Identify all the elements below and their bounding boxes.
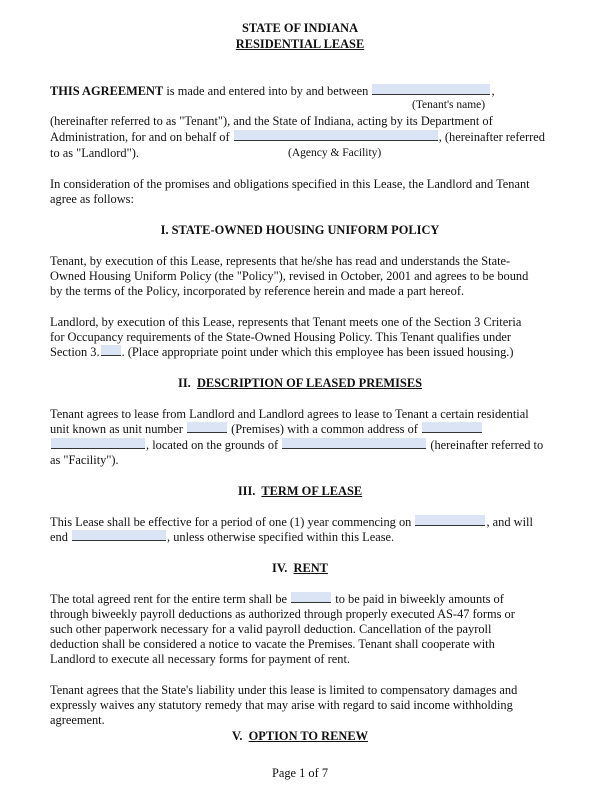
section-2-line-2-start: unit known as unit number — [50, 422, 183, 436]
section-3-line-1-start: This Lease shall be effective for a period of one (1) year commencing on — [50, 515, 412, 529]
section-1-p2-line-1: Landlord, by execution of this Lease, represents that Tenant meets one of the Section 3 Criteria — [50, 315, 522, 329]
total-rent-field[interactable] — [291, 592, 331, 603]
section-4-number: IV. — [272, 561, 288, 575]
page-number: Page 1 of 7 — [271, 766, 329, 780]
section-2-line-3-mid: , located on the grounds of — [146, 438, 279, 452]
section-3-label: Section 3. — [50, 345, 100, 359]
section-4-title: RENT — [293, 561, 328, 575]
section-3-line-2-start: end — [50, 530, 68, 544]
tenant-name-caption: (Tenant's name) — [412, 99, 486, 111]
section-2-line-2-end: (Premises) with a common address of — [231, 422, 418, 436]
document-title: STATE OF INDIANA — [241, 21, 359, 35]
common-address-field-1[interactable] — [422, 422, 482, 433]
section-4-line-1-end: to be paid in biweekly amounts of — [335, 592, 504, 606]
section-5-title: OPTION TO RENEW — [248, 729, 368, 743]
section-3-line-1 — [50, 515, 533, 530]
section-2-number: II. — [178, 376, 191, 390]
intro-line-4-end: , (hereinafter referred — [438, 130, 546, 144]
section-2-line-3 — [50, 438, 543, 453]
section-2-line-1: Tenant agrees to lease from Landlord and Landlord agrees to lease to Tenant a certain residential — [50, 407, 529, 421]
commencement-date-field[interactable] — [415, 515, 485, 526]
section-4-line-4: deduction shall be considered a notice to vacate the Premises. Tenant shall cooperate with — [50, 637, 495, 651]
section-3-line-2-end: , unless otherwise specified within this Lease. — [167, 530, 395, 544]
section-4-p2-line-3: agreement. — [50, 713, 105, 727]
section-2-title: DESCRIPTION OF LEASED PREMISES — [196, 376, 422, 390]
agreement-text: is made and entered into by and between — [163, 84, 369, 98]
section-1-p2-line-3 — [50, 345, 514, 360]
section-4-line-2: through biweekly payroll deductions as authorized through properly executed AS-47 forms or — [50, 607, 515, 621]
section-2-line-3-end: (hereinafter referred to — [430, 438, 544, 452]
section-3-heading — [0, 484, 600, 499]
tenant-name-field[interactable] — [372, 84, 490, 95]
facility-grounds-field[interactable] — [282, 438, 426, 449]
end-date-field[interactable] — [72, 530, 166, 541]
intro-line-5: to as "Landlord"). — [50, 146, 139, 160]
consideration-line-1: In consideration of the promises and obligations specified in this Lease, the Landlord and Tenant — [50, 177, 530, 191]
document-subtitle: RESIDENTIAL LEASE — [235, 37, 365, 51]
section-5-number: V. — [231, 729, 243, 743]
agreement-lead: THIS AGREEMENT — [50, 84, 164, 98]
section-4-line-5: Landlord to execute all necessary forms for payment of rent. — [50, 652, 351, 666]
section-3-number: III. — [237, 484, 256, 498]
section-4-heading — [0, 561, 600, 576]
section-3-line-1-end: , and will — [486, 515, 533, 529]
intro-line-4 — [50, 130, 545, 145]
section-4-line-3: such other paperwork necessary for a valid payroll deduction. Cancellation of the payroll — [50, 622, 492, 636]
section-1-heading-text: I. STATE-OWNED HOUSING UNIFORM POLICY — [160, 223, 440, 237]
section-4-line-1 — [50, 592, 504, 607]
section-2-line-2 — [50, 422, 483, 437]
intro-line-3: (hereinafter referred to as "Tenant"), and the State of Indiana, acting by its Department of — [50, 114, 493, 128]
section-4-p2-line-1: Tenant agrees that the State's liability under this lease is limited to compensatory damages and — [50, 683, 518, 697]
section-2-heading — [0, 376, 600, 391]
section-1-p1-line-1: Tenant, by execution of this Lease, represents that he/she has read and understands the State- — [50, 254, 511, 268]
unit-number-field[interactable] — [187, 422, 227, 433]
section-4-p2-line-2: expressly waives any statutory remedy that may arise with regard to said income withholding — [50, 698, 513, 712]
consideration-line-2: agree as follows: — [50, 192, 134, 206]
section-1-heading — [0, 223, 600, 238]
section-1-p2-line-2: for Occupancy requirements of the State-Owned Housing Policy. This Tenant qualifies under — [50, 330, 512, 344]
section-4-line-1-start: The total agreed rent for the entire term shall be — [50, 592, 288, 606]
agreement-line: THIS AGREEMENT is made and entered into by and between , — [50, 84, 495, 98]
section-5-heading — [0, 729, 600, 744]
agency-facility-field[interactable] — [234, 130, 438, 141]
section-1-p1-line-3: by the terms of the Policy, incorporated by reference herein and made a part hereof. — [50, 284, 465, 298]
common-address-field-2[interactable] — [51, 438, 145, 449]
section-3-point-field[interactable] — [101, 345, 121, 356]
section-3-line-2 — [50, 530, 394, 545]
section-1-p2-line-3-end: . (Place appropriate point under which this employee has been issued housing.) — [121, 345, 514, 359]
intro-line-4-start: Administration, for and on behalf of — [50, 130, 230, 144]
section-3-title: TERM OF LEASE — [261, 484, 363, 498]
section-2-line-4: as "Facility"). — [50, 453, 119, 467]
agency-caption: (Agency & Facility) — [288, 147, 382, 159]
section-1-p1-line-2: Owned Housing Uniform Policy (the "Policy"), revised in October, 2001 and agrees to be bound — [50, 269, 529, 283]
